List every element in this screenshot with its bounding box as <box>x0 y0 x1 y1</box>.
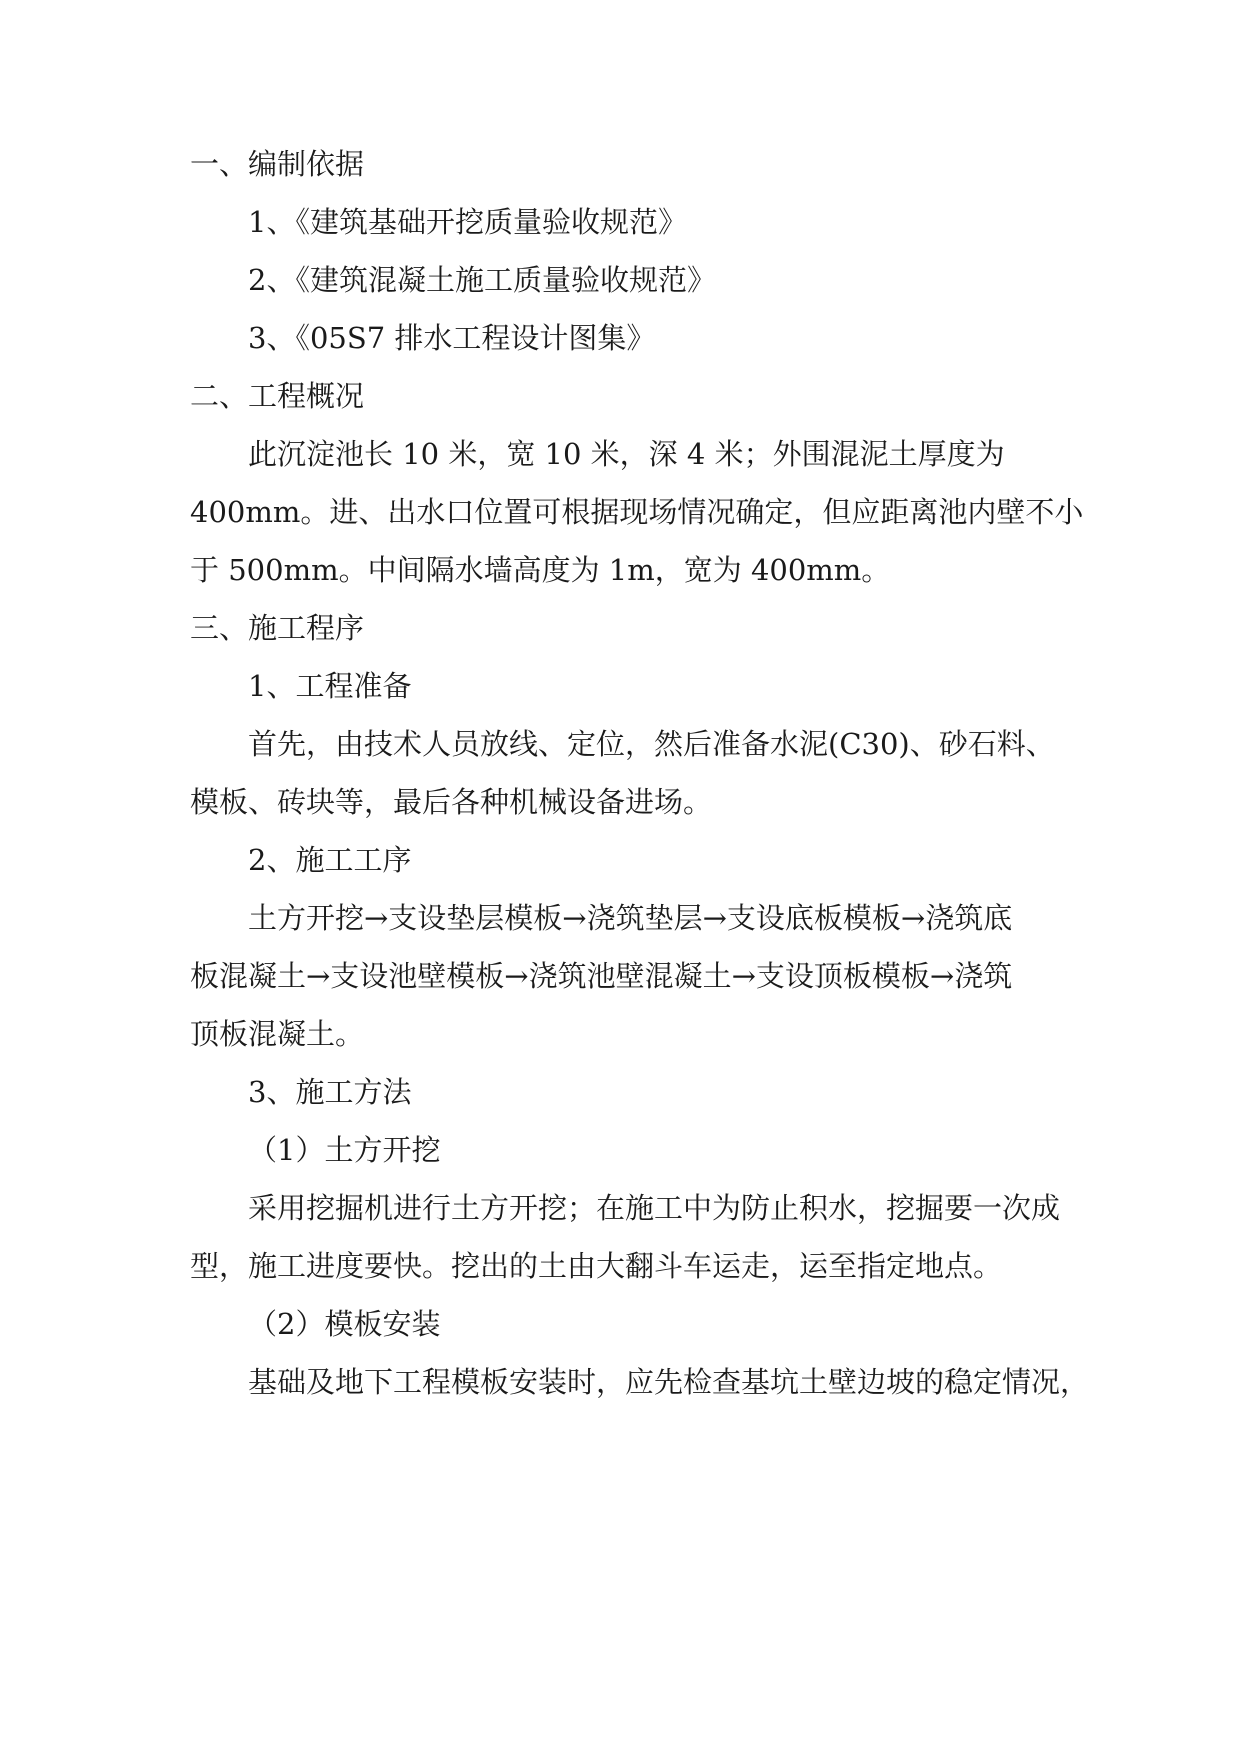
paragraph-line: 板混凝土→支设池壁模板→浇筑池壁混凝土→支设顶板模板→浇筑 <box>190 959 1013 993</box>
paragraph-line: 型，施工进度要快。挖出的土由大翻斗车运走，运至指定地点。 <box>190 1249 1003 1283</box>
paragraph-line: 土方开挖→支设垫层模板→浇筑垫层→支设底板模板→浇筑底 <box>248 901 1013 935</box>
paragraph-line: 基础及地下工程模板安装时，应先检查基坑土壁边坡的稳定情况， <box>248 1365 1090 1399</box>
reference-item: 1、《建筑基础开挖质量验收规范》 <box>248 205 687 239</box>
paragraph-line: 于 500mm。中间隔水墙高度为 1m，宽为 400mm。 <box>190 553 891 587</box>
paragraph-line: 400mm。进、出水口位置可根据现场情况确定，但应距离池内壁不小 <box>190 495 1084 529</box>
paragraph-line: 模板、砖块等，最后各种机械设备进场。 <box>190 785 713 819</box>
subsection-title-methods: 3、施工方法 <box>248 1075 412 1109</box>
paragraph-line: 顶板混凝土。 <box>190 1017 365 1051</box>
paragraph-line: 首先，由技术人员放线、定位，然后准备水泥(C30)、砂石料、 <box>248 727 1055 761</box>
subsection-title-preparation: 1、工程准备 <box>248 669 412 703</box>
subsubsection-title-excavation: （1）土方开挖 <box>248 1133 441 1167</box>
reference-item: 3、《05S7 排水工程设计图集》 <box>248 321 656 355</box>
paragraph-line: 此沉淀池长 10 米，宽 10 米，深 4 米；外围混泥土厚度为 <box>248 437 1005 471</box>
paragraph-line: 采用挖掘机进行土方开挖；在施工中为防止积水，挖掘要一次成 <box>248 1191 1061 1225</box>
section-heading-basis: 一、编制依据 <box>190 147 365 181</box>
subsubsection-title-formwork: （2）模板安装 <box>248 1307 441 1341</box>
section-heading-procedure: 三、施工程序 <box>190 611 365 645</box>
subsection-title-sequence: 2、施工工序 <box>248 843 412 877</box>
section-heading-overview: 二、工程概况 <box>190 379 365 413</box>
reference-item: 2、《建筑混凝土施工质量验收规范》 <box>248 263 716 297</box>
